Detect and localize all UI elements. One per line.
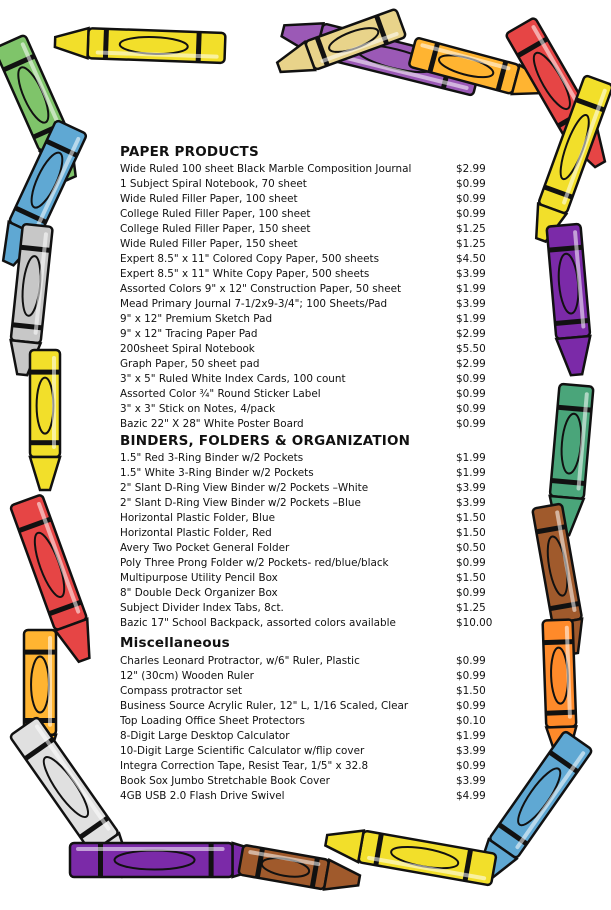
item-price: $0.99 xyxy=(456,193,486,205)
paper-products-list xyxy=(120,162,500,432)
list-item xyxy=(120,297,500,312)
list-item xyxy=(120,417,500,432)
binders-list xyxy=(120,451,500,631)
list-item xyxy=(120,481,500,496)
list-item xyxy=(120,177,500,192)
list-item xyxy=(120,252,500,267)
item-name: 4GB USB 2.0 Flash Drive Swivel xyxy=(120,790,285,802)
item-name: Assorted Colors 9" x 12" Construction Paper, 50 sheet xyxy=(120,283,402,295)
item-name: Bazic 22" X 28" White Poster Board xyxy=(120,418,304,430)
list-item xyxy=(120,466,500,481)
item-price: $3.99 xyxy=(456,268,486,280)
list-item xyxy=(120,496,500,511)
item-price: $4.50 xyxy=(456,253,486,265)
item-name: College Ruled Filler Paper, 150 sheet xyxy=(120,223,311,235)
list-item xyxy=(120,714,500,729)
item-name: 8-Digit Large Desktop Calculator xyxy=(120,730,290,742)
item-price: $0.50 xyxy=(456,542,486,554)
item-price: $4.99 xyxy=(456,790,486,802)
list-item xyxy=(120,774,500,789)
list-item xyxy=(120,601,500,616)
list-item xyxy=(120,684,500,699)
list-item xyxy=(120,267,500,282)
item-name: 1.5" Red 3-Ring Binder w/2 Pockets xyxy=(120,452,304,464)
item-name: Expert 8.5" x 11" Colored Copy Paper, 500 sheets xyxy=(120,253,380,265)
item-name: 9" x 12" Premium Sketch Pad xyxy=(120,313,273,325)
supply-list xyxy=(120,143,500,804)
item-name: Wide Ruled Filler Paper, 150 sheet xyxy=(120,238,298,250)
item-price: $1.99 xyxy=(456,730,486,742)
item-price: $1.50 xyxy=(456,572,486,584)
item-price: $2.99 xyxy=(456,358,486,370)
item-name: Charles Leonard Protractor, w/6" Ruler, Plastic xyxy=(120,655,360,667)
list-item xyxy=(120,789,500,804)
item-price: $0.99 xyxy=(456,557,486,569)
list-item xyxy=(120,511,500,526)
list-item xyxy=(120,556,500,571)
item-name: Compass protractor set xyxy=(120,685,243,697)
item-price: $2.99 xyxy=(456,163,486,175)
list-item xyxy=(120,451,500,466)
item-name: Assorted Color ¾" Round Sticker Label xyxy=(120,388,321,400)
list-item xyxy=(120,162,500,177)
list-item xyxy=(120,759,500,774)
section-title-binders: BINDERS, FOLDERS & ORGANIZATION xyxy=(120,433,411,449)
list-item xyxy=(120,541,500,556)
list-item xyxy=(120,357,500,372)
item-price: $0.99 xyxy=(456,655,486,667)
item-price: $1.25 xyxy=(456,238,486,250)
list-item xyxy=(120,387,500,402)
item-price: $1.25 xyxy=(456,602,486,614)
item-name: 2" Slant D-Ring View Binder w/2 Pockets –White xyxy=(120,482,369,494)
item-name: Subject Divider Index Tabs, 8ct. xyxy=(120,602,284,614)
section-title-miscellaneous: Miscellaneous xyxy=(120,635,230,651)
list-item xyxy=(120,207,500,222)
list-item xyxy=(120,571,500,586)
list-item xyxy=(120,327,500,342)
list-item xyxy=(120,372,500,387)
item-price: $0.99 xyxy=(456,587,486,599)
miscellaneous-list xyxy=(120,654,500,804)
item-name: Multipurpose Utility Pencil Box xyxy=(120,572,278,584)
item-price: $5.50 xyxy=(456,343,486,355)
item-price: $0.99 xyxy=(456,700,486,712)
list-item xyxy=(120,699,500,714)
list-item xyxy=(120,526,500,541)
item-price: $3.99 xyxy=(456,497,486,509)
list-item xyxy=(120,586,500,601)
item-name: 3" x 3" Stick on Notes, 4/pack xyxy=(120,403,276,415)
list-item xyxy=(120,222,500,237)
item-name: College Ruled Filler Paper, 100 sheet xyxy=(120,208,311,220)
item-price: $1.99 xyxy=(456,467,486,479)
item-price: $3.99 xyxy=(456,745,486,757)
list-item xyxy=(120,237,500,252)
item-price: $0.99 xyxy=(456,388,486,400)
item-name: Graph Paper, 50 sheet pad xyxy=(120,358,260,370)
item-price: $1.25 xyxy=(456,223,486,235)
item-name: Mead Primary Journal 7-1/2x9-3/4"; 100 Sheets/Pad xyxy=(120,298,388,310)
list-item xyxy=(120,744,500,759)
section-title-paper-products: PAPER PRODUCTS xyxy=(120,144,259,160)
item-name: Horizontal Plastic Folder, Blue xyxy=(120,512,275,524)
item-name: Expert 8.5" x 11" White Copy Paper, 500 sheets xyxy=(120,268,370,280)
item-name: 1 Subject Spiral Notebook, 70 sheet xyxy=(120,178,307,190)
item-name: 10-Digit Large Scientific Calculator w/flip cover xyxy=(120,745,365,757)
item-price: $0.99 xyxy=(456,418,486,430)
item-name: 200sheet Spiral Notebook xyxy=(120,343,255,355)
item-price: $1.50 xyxy=(456,512,486,524)
item-price: $0.99 xyxy=(456,760,486,772)
list-item xyxy=(120,342,500,357)
item-price: $1.99 xyxy=(456,313,486,325)
crayon-9 xyxy=(30,350,60,490)
crayon-0 xyxy=(55,27,226,63)
item-name: Business Source Acrylic Ruler, 12" L, 1/16 Scaled, Clear xyxy=(120,700,409,712)
item-name: Avery Two Pocket General Folder xyxy=(120,542,290,554)
item-name: 2" Slant D-Ring View Binder w/2 Pockets –Blue xyxy=(120,497,361,509)
crayon-7 xyxy=(547,224,594,376)
item-name: Top Loading Office Sheet Protectors xyxy=(120,715,305,727)
item-price: $1.99 xyxy=(456,283,486,295)
list-item xyxy=(120,192,500,207)
list-item xyxy=(120,312,500,327)
item-price: $0.10 xyxy=(456,715,486,727)
item-price: $2.99 xyxy=(456,328,486,340)
item-price: $10.00 xyxy=(456,617,493,629)
item-price: $0.99 xyxy=(456,373,486,385)
item-price: $0.99 xyxy=(456,208,486,220)
item-price: $3.99 xyxy=(456,482,486,494)
item-name: Wide Ruled 100 sheet Black Marble Composition Journal xyxy=(120,163,412,175)
item-name: 8" Double Deck Organizer Box xyxy=(120,587,278,599)
item-price: $0.99 xyxy=(456,403,486,415)
item-name: Bazic 17" School Backpack, assorted colors available xyxy=(120,617,396,629)
item-name: Integra Correction Tape, Resist Tear, 1/5" x 32.8 xyxy=(120,760,369,772)
item-price: $3.99 xyxy=(456,775,486,787)
item-price: $3.99 xyxy=(456,298,486,310)
item-price: $0.99 xyxy=(456,670,486,682)
item-price: $1.50 xyxy=(456,527,486,539)
item-name: 1.5" White 3-Ring Binder w/2 Pockets xyxy=(120,467,314,479)
item-price: $1.50 xyxy=(456,685,486,697)
list-item xyxy=(120,669,500,684)
item-name: Wide Ruled Filler Paper, 100 sheet xyxy=(120,193,298,205)
item-name: Book Sox Jumbo Stretchable Book Cover xyxy=(120,775,330,787)
list-item xyxy=(120,402,500,417)
item-name: 12" (30cm) Wooden Ruler xyxy=(120,670,254,682)
item-name: 3" x 5" Ruled White Index Cards, 100 count xyxy=(120,373,346,385)
list-item xyxy=(120,654,500,669)
item-name: Poly Three Prong Folder w/2 Pockets- red/blue/black xyxy=(120,557,389,569)
list-item xyxy=(120,729,500,744)
item-price: $1.99 xyxy=(456,452,486,464)
item-name: Horizontal Plastic Folder, Red xyxy=(120,527,272,539)
list-item xyxy=(120,616,500,631)
list-item xyxy=(120,282,500,297)
item-name: 9" x 12" Tracing Paper Pad xyxy=(120,328,258,340)
item-price: $0.99 xyxy=(456,178,486,190)
